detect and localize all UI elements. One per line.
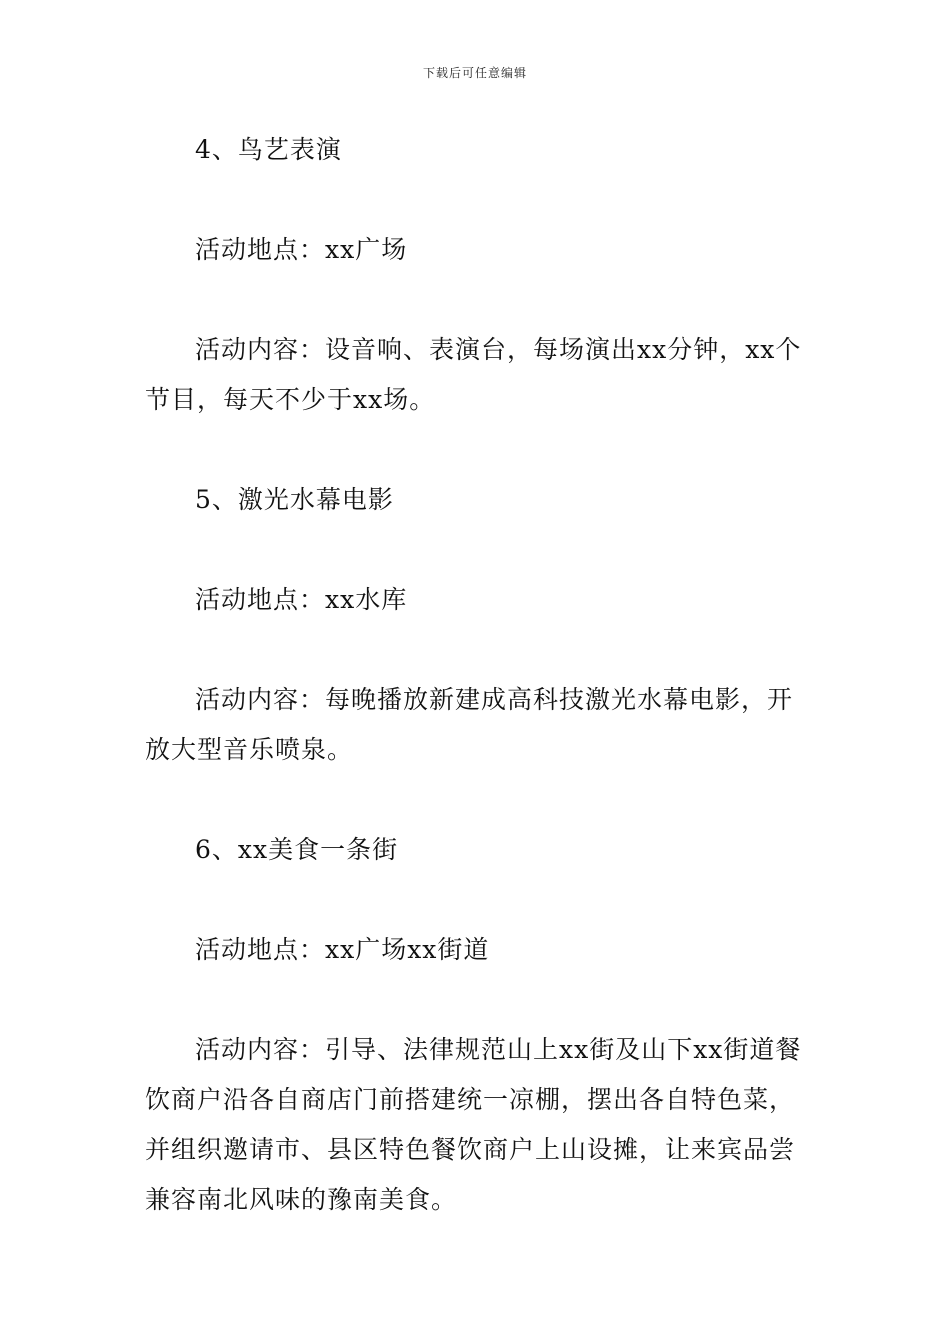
activity-location: 活动地点：xx广场 [195, 235, 408, 264]
activity-content: 活动内容：每晚播放新建成高科技激光水幕电影，开放大型音乐喷泉。 [145, 685, 794, 764]
section-heading-bird-show: 4、鸟艺表演 [195, 135, 342, 164]
activity-content: 活动内容：引导、法律规范山上xx街及山下xx街道餐饮商户沿各自商店门前搭建统一凉棚，摆出各自特色菜，并组织邀请市、县区特色餐饮商户上山设摊，让来宾品尝兼容南北风味的豫南美食。 [145, 1035, 802, 1214]
section-heading-laser-film: 5、激光水幕电影 [195, 485, 394, 514]
section-heading-food-street: 6、xx美食一条街 [195, 835, 399, 864]
page-header: 下载后可任意编辑 [422, 66, 527, 80]
activity-location: 活动地点：xx广场xx街道 [195, 935, 490, 964]
activity-location: 活动地点：xx水库 [195, 585, 408, 614]
document-body [145, 125, 810, 1225]
activity-content: 活动内容：设音响、表演台，每场演出xx分钟，xx个节目，每天不少于xx场。 [145, 335, 802, 414]
